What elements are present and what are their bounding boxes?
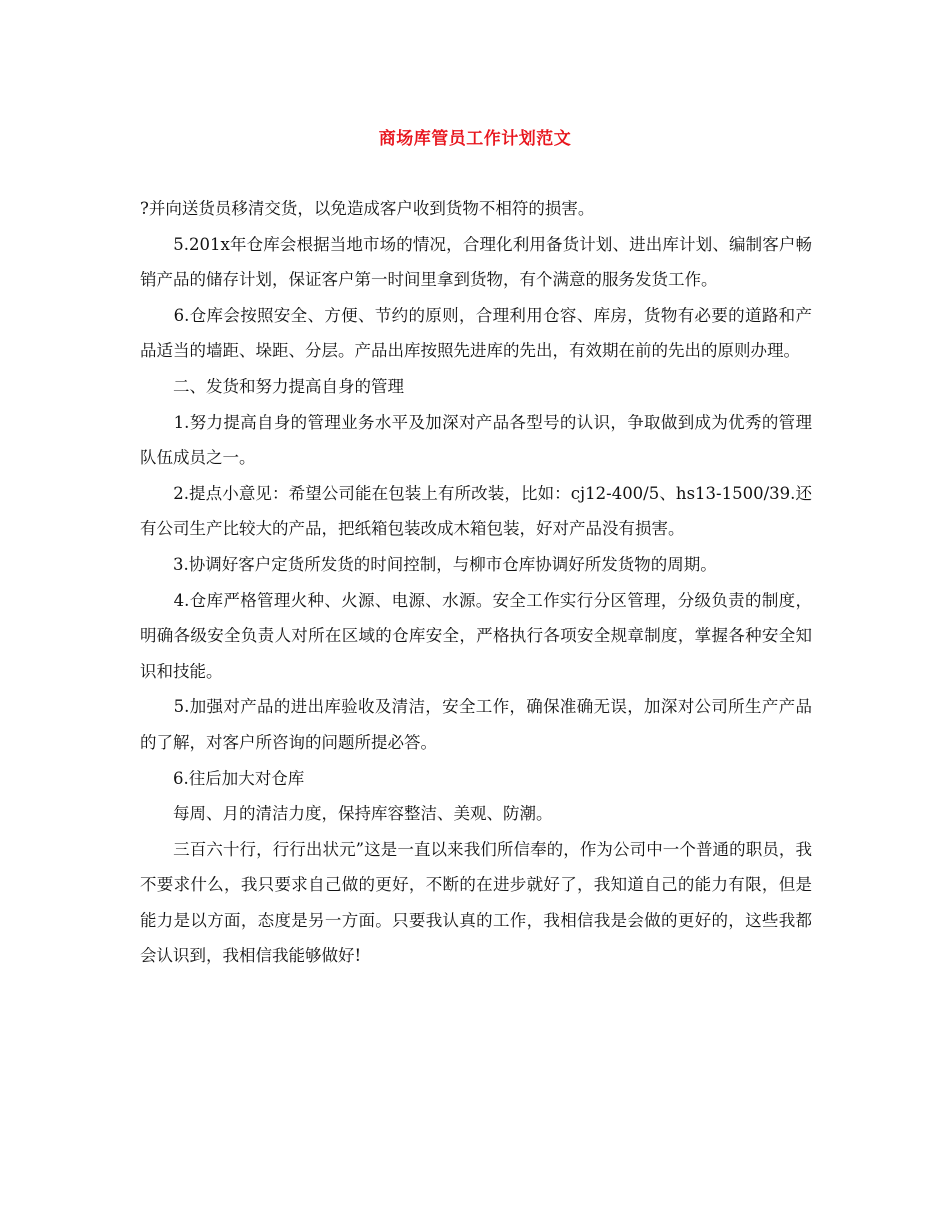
paragraph: 每周、月的清洁力度，保持库容整洁、美观、防潮。 <box>140 804 553 824</box>
paragraph: 2.提点小意见：希望公司能在包装上有所改装，比如：cj12-400/5、hs13-1500/39.还有公司生产比较大的产品，把纸箱包装改成木箱包装，好对产品没有损害。 <box>140 483 812 539</box>
paragraph: 6.仓库会按照安全、方便、节约的原则，合理利用仓容、库房，货物有必要的道路和产品适当的墙距、垛距、分层。产品出库按照先进库的先出，有效期在前的先出的原则办理。 <box>140 305 812 361</box>
section-heading: 二、发货和努力提高自身的管理 <box>140 376 404 396</box>
paragraph: 1.努力提高自身的管理业务水平及加深对产品各型号的认识，争取做到成为优秀的管理队伍成员之一。 <box>140 412 812 468</box>
paragraph: 4.仓库严格管理火种、火源、电源、水源。安全工作实行分区管理，分级负责的制度，明确各级安全负责人对所在区域的仓库安全，严格执行各项安全规章制度，掌握各种安全知识和技能。 <box>140 590 812 681</box>
paragraph: 三百六十行，行行出状元”这是一直以来我们所信奉的，作为公司中一个普通的职员，我不要求什么，我只要求自己做的更好，不断的在进步就好了，我知道自己的能力有限，但是能力是以方面，态度是另一方面。只要我认真的工作，我相信我是会做的更好的，这些我都会认识到，我相信我能够做好! <box>140 839 812 966</box>
document-title: 商场库管员工作计划范文 <box>378 129 572 149</box>
paragraph: 6.往后加大对仓库 <box>140 768 305 788</box>
paragraph: 3.协调好客户定货所发货的时间控制，与柳市仓库协调好所发货物的周期。 <box>140 554 717 574</box>
document-body <box>140 191 812 974</box>
paragraph: 5.201x年仓库会根据当地市场的情况，合理化利用备货计划、进出库计划、编制客户畅销产品的储存计划，保证客户第一时间里拿到货物，有个满意的服务发货工作。 <box>140 234 812 290</box>
paragraph: 5.加强对产品的进出库验收及清洁，安全工作，确保准确无误，加深对公司所生产产品的了解，对客户所咨询的问题所提必答。 <box>140 697 812 752</box>
paragraph: ?并向送货员移清交货，以免造成客户收到货物不相符的损害。 <box>140 199 595 218</box>
